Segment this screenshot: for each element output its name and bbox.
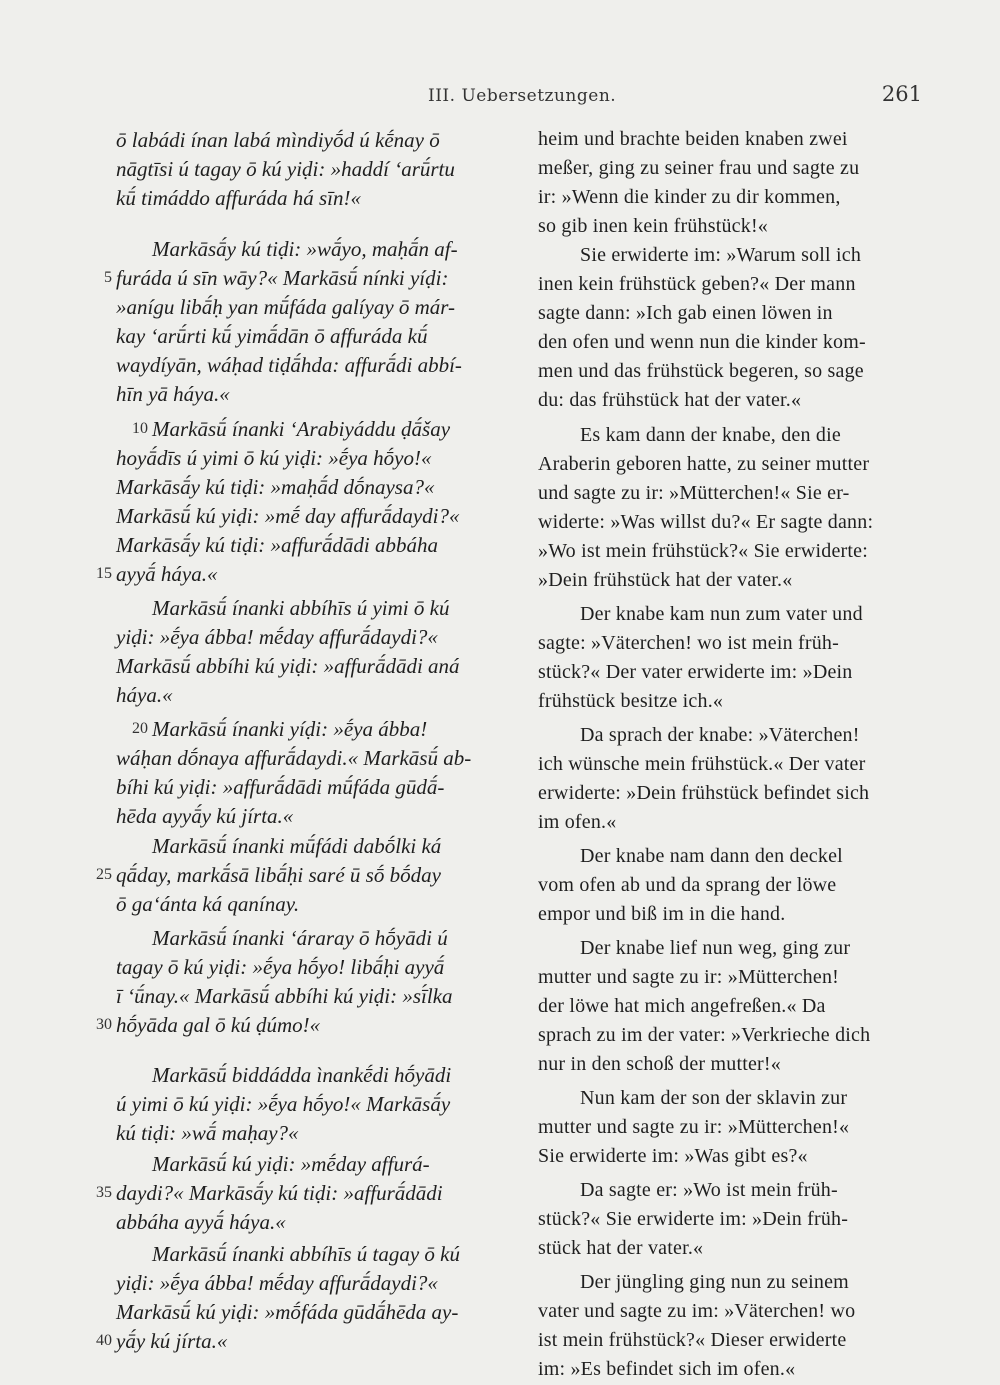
text-line <box>152 596 449 625</box>
text-line <box>116 382 230 411</box>
text-line <box>96 562 218 591</box>
line-number: 30 <box>96 1016 112 1033</box>
text-line <box>116 892 299 921</box>
line-text: ú yimi ō kú yiḍi: »ḗya hṓyo!« Markāsā́y <box>116 1092 451 1116</box>
translation-line: Da sagte er: »Wo ist mein früh- <box>580 1179 838 1201</box>
line-text: Markāsū́ ínanki abbíhīs ú tagay ō kú <box>152 1242 460 1266</box>
translation-line: Der knabe lief nun weg, ging zur <box>580 937 851 959</box>
translation-line: sagte: »Väterchen! wo ist mein früh- <box>538 632 839 654</box>
text-line <box>116 128 440 157</box>
line-text: kay ‘arū́rti kū́ yimā́dān ō affuráda kū́ <box>116 324 428 348</box>
translation-line: stück?« Der vater erwiderte im: »Dein <box>538 661 853 683</box>
text-line <box>116 1300 458 1329</box>
text-line <box>116 775 444 804</box>
line-text: Markāsū́ kú yiḍi: »mḗ day affurā́daydi?« <box>116 504 460 528</box>
line-text: yiḍi: »ḗya ábba! mḗday affurā́daydi?« <box>116 625 438 649</box>
translation-line: Sie erwiderte im: »Warum soll ich <box>580 244 862 266</box>
translation-line: »Dein frühstück hat der vater.« <box>538 569 793 591</box>
text-line <box>116 1210 286 1239</box>
line-text: furáda ú sīn wāy?« Markāsū́ nínki yíḍi: <box>116 266 449 290</box>
translation-line: Der jüngling ging nun zu seinem <box>580 1271 849 1293</box>
line-number: 10 <box>132 420 148 437</box>
text-line <box>96 1181 443 1210</box>
translation-line: inen kein frühstück geben?« Der mann <box>538 273 856 295</box>
text-line <box>116 1092 450 1121</box>
translation-line: ich wünsche mein frühstück.« Der vater <box>538 753 866 775</box>
translation-line: stück hat der vater.« <box>538 1237 704 1259</box>
translation-line: Der knabe kam nun zum vater und <box>580 603 863 625</box>
line-text: Markāsū́ biddádda ìnankḗdi hṓyādi <box>152 1063 452 1087</box>
text-line <box>152 1242 460 1271</box>
translation-line: ist mein frühstück?« Dieser erwiderte <box>538 1329 847 1351</box>
line-text: kū́ timáddo affuráda há sīn!« <box>116 186 361 210</box>
text-line <box>116 533 438 562</box>
text-line <box>116 157 455 186</box>
text-line <box>116 625 438 654</box>
line-number: 40 <box>96 1332 112 1349</box>
text-line <box>116 955 444 984</box>
line-text: tagay ō kú yiḍi: »ḗya hṓyo! libā́ḥi ayyā́ <box>116 955 445 979</box>
translation-line: sprach zu im der vater: »Verkrieche dich <box>538 1024 871 1046</box>
line-text: ō ga‘ánta ká qanínay. <box>116 892 300 916</box>
text-line <box>116 446 432 475</box>
line-number: 35 <box>96 1184 112 1201</box>
line-text: nāgtīsi ú tagay ō kú yiḍi: »haddí ‘arū́rtu <box>116 157 455 181</box>
line-text: bíhi kú yiḍi: »affurā́dādi mū́fáda gūdā́- <box>116 775 445 799</box>
line-text: Markāsū́ ínanki ‘Arabiyáddu ḍā́šay <box>152 417 451 441</box>
page-number: 261 <box>881 82 922 106</box>
line-text: Markāsā́y kú tiḍi: »affurā́dādi abbáha <box>116 533 438 557</box>
translation-line: im: »Es befindet sich im ofen.« <box>538 1358 796 1380</box>
text-line <box>132 417 451 446</box>
text-line <box>116 475 434 504</box>
line-text: hoyā́dīs ú yimi ō kú yiḍi: »ḗya hṓyo!« <box>116 446 432 470</box>
line-text: Markāsā́y kú tiḍi: »wā́yo, maḥā́n af- <box>152 237 458 261</box>
line-text: ayyā́ háya.« <box>116 562 218 586</box>
translation-line: den ofen und wenn nun die kinder kom- <box>538 331 866 353</box>
translation-line: frühstück besitze ich.« <box>538 690 724 712</box>
line-text: qā́day, markā́sā libā́ḥi saré ū sṓ bṓday <box>116 863 441 887</box>
text-line <box>116 984 453 1013</box>
translation-line: widerte: »Was willst du?« Er sagte dann: <box>538 511 874 533</box>
line-text: Markāsū́ ínanki yíḍi: »ḗya ábba! <box>152 717 428 741</box>
line-text: ō labádi ínan labá mìndiyṓd ú kḗnay ō <box>116 128 440 152</box>
text-line <box>116 295 455 324</box>
translation-line: Da sprach der knabe: »Väterchen! <box>580 724 860 746</box>
line-number: 15 <box>96 565 112 582</box>
translation-line: vom ofen ab und da sprang der löwe <box>538 874 837 896</box>
text-line <box>116 504 460 533</box>
translation-line: Nun kam der son der sklavin zur <box>580 1087 848 1109</box>
text-line <box>116 1271 438 1300</box>
line-text: abbáha ayyā́ háya.« <box>116 1210 286 1234</box>
translation-line: du: das frühstück hat der vater.« <box>538 389 802 411</box>
line-text: Markāsū́ kú yiḍi: »mṓfáda gūdā́hēda ay- <box>116 1300 459 1324</box>
line-text: yiḍi: »ḗya ábba! mḗday affurā́daydi?« <box>116 1271 438 1295</box>
line-text: Markāsū́ ínanki ‘áraray ō hṓyādi ú <box>152 926 448 950</box>
translation-line: meßer, ging zu seiner frau und sagte zu <box>538 157 860 179</box>
line-text: Markāsū́ abbíhi kú yiḍi: »affurā́dādi aná <box>116 654 460 678</box>
translation-line: Sie erwiderte im: »Was gibt es?« <box>538 1145 808 1167</box>
line-number: 20 <box>132 720 148 737</box>
translation-line: so gib inen kein frühstück!« <box>538 215 769 237</box>
translation-line: mutter und sagte zu ir: »Mütterchen! <box>538 966 839 988</box>
line-text: waydíyān, wáḥad tiḍā́hda: affurā́di abbí- <box>116 353 462 377</box>
line-text: »anígu libā́ḥ yan mū́fáda galíyay ō már- <box>116 295 456 319</box>
text-line <box>152 834 441 863</box>
translation-line: vater und sagte zu im: »Väterchen! wo <box>538 1300 856 1322</box>
text-line <box>116 1121 299 1150</box>
line-text: kú tiḍi: »wā́ maḥay?« <box>116 1121 299 1145</box>
text-line <box>116 746 471 775</box>
line-text: Markāsū́ ínanki abbíhīs ú yimi ō kú <box>152 596 450 620</box>
translation-line: Araberin geboren hatte, zu seiner mutter <box>538 453 870 475</box>
translation-line: Es kam dann der knabe, den die <box>580 424 841 446</box>
line-text: Markāsū́ kú yiḍi: »mḗday affurá- <box>152 1152 430 1176</box>
translation-line: nur in den schoß der mutter!« <box>538 1053 781 1075</box>
text-line <box>152 1152 430 1181</box>
translation-line: Der knabe nam dann den deckel <box>580 845 843 867</box>
line-text: Markāsū́ ínanki mū́fádi dabṓlki ká <box>152 834 442 858</box>
text-line <box>116 324 427 353</box>
translation-line: men und das frühstück begeren, so sage <box>538 360 864 382</box>
translation-line: »Wo ist mein frühstück?« Sie erwiderte: <box>538 540 868 562</box>
text-line <box>116 186 361 215</box>
running-title: III. Uebersetzungen. <box>428 86 617 106</box>
text-line <box>116 654 460 683</box>
line-text: háya.« <box>116 683 173 707</box>
text-line <box>116 804 293 833</box>
line-text: yā́y kú jírta.« <box>116 1329 228 1353</box>
translation-line: im ofen.« <box>538 811 617 833</box>
text-line <box>96 1013 321 1042</box>
line-text: hīn yā háya.« <box>116 382 230 406</box>
text-line <box>116 683 173 712</box>
translation-line: erwiderte: »Dein frühstück befindet sich <box>538 782 870 804</box>
text-line <box>152 926 448 955</box>
translation-line: mutter und sagte zu ir: »Mütterchen!« <box>538 1116 850 1138</box>
text-line <box>96 1329 228 1358</box>
line-text: wáḥan dṓnaya affurā́daydi.« Markāsū́ ab- <box>116 746 472 770</box>
translation-line: stück?« Sie erwiderte im: »Dein früh- <box>538 1208 849 1230</box>
translation-line: sagte dann: »Ich gab einen löwen in <box>538 302 833 324</box>
line-text: hēda ayyā́y kú jírta.« <box>116 804 294 828</box>
text-line <box>152 237 458 266</box>
line-text: ī ‘ū́nay.« Markāsū́ abbíhi kú yiḍi: »sī́lka <box>116 984 453 1008</box>
translation-line: heim und brachte beiden knaben zwei <box>538 128 848 150</box>
text-line <box>104 266 449 295</box>
line-text: Markāsā́y kú tiḍi: »maḥā́d dṓnaysa?« <box>116 475 435 499</box>
translation-line: und sagte zu ir: »Mütterchen!« Sie er- <box>538 482 850 504</box>
line-text: daydi?« Markāsā́y kú tiḍi: »affurā́dādi <box>116 1181 443 1205</box>
running-header <box>110 82 922 116</box>
line-text: hṓyāda gal ō kú ḍúmo!« <box>116 1013 321 1037</box>
line-number: 25 <box>96 866 112 883</box>
text-line <box>132 717 428 746</box>
translation-line: ir: »Wenn die kinder zu dir kommen, <box>538 186 841 208</box>
text-line <box>152 1063 451 1092</box>
line-number: 5 <box>104 269 112 286</box>
text-line <box>96 863 441 892</box>
translation-line: der löwe hat mich angefreßen.« Da <box>538 995 826 1017</box>
translation-line: empor und biß im in die hand. <box>538 903 786 925</box>
text-line <box>116 353 462 382</box>
